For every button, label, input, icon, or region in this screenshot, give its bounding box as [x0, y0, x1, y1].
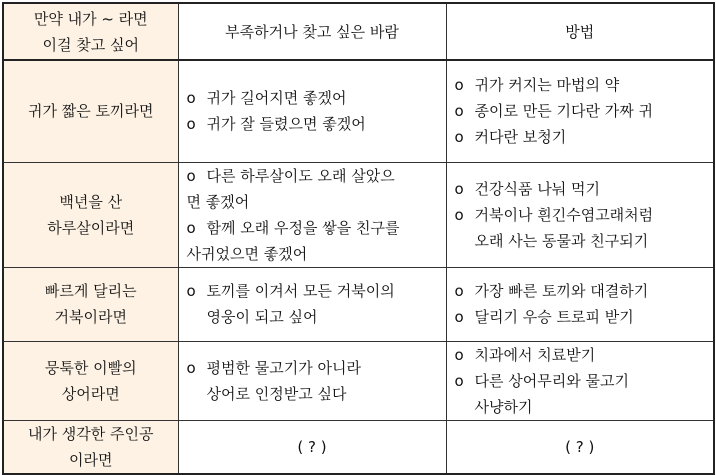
- bullet-marker: o: [186, 358, 196, 377]
- wish-item: [187, 215, 438, 241]
- wish-text: 평범한 물고기가 아니라: [206, 358, 361, 377]
- method-text: 다른 상어무리와 물고기: [474, 371, 629, 390]
- row-label-line: 귀가 짧은 토끼라면: [28, 102, 154, 121]
- method-cell: [446, 60, 714, 162]
- wish-text: 귀가 길어지면 좋겠어: [206, 89, 347, 108]
- row-label: [3, 420, 178, 474]
- method-text: 커다란 보청기: [474, 128, 567, 147]
- method-cell: [446, 162, 714, 267]
- header-wish: 부족하거나 찾고 싶은 바람: [178, 3, 446, 60]
- bullet-marker: o: [186, 282, 196, 300]
- method-text: 종이로 만든 기다란 가짜 귀: [474, 102, 653, 121]
- method-text: 달리기 우승 트로피 받기: [474, 308, 634, 326]
- row-label-line: 빠르게 달리는: [44, 282, 137, 300]
- wish-item: [187, 163, 438, 189]
- wish-item-continued: 상어로 인정받고 싶다: [206, 384, 347, 403]
- header-method: 방법: [446, 3, 714, 60]
- bullet-marker: o: [454, 308, 464, 326]
- bullet-marker: o: [454, 371, 464, 390]
- row-label-line: 내가 생각한 주인공: [28, 424, 154, 443]
- header-condition-line2: 이걸 찾고 싶어: [42, 35, 139, 54]
- wish-item: [187, 85, 438, 111]
- wish-item-continued: 사귀었으면 좋겠어: [186, 244, 308, 263]
- wish-cell: [178, 267, 446, 341]
- wish-item-continued: 영웅이 되고 싶어: [206, 308, 318, 326]
- method-item: [455, 124, 706, 150]
- method-item: [455, 342, 706, 368]
- wish-cell: [178, 162, 446, 267]
- header-condition: [3, 3, 178, 60]
- wish-item: [187, 278, 438, 304]
- method-text: 건강식품 나눠 먹기: [474, 179, 600, 198]
- method-item: [455, 72, 706, 98]
- method-text: 거북이나 흰긴수염고래처럼: [474, 205, 654, 224]
- header-condition-line1: 만약 내가 ~ 라면: [33, 9, 148, 28]
- method-item-continued: 오래 사는 동물과 친구되기: [474, 231, 649, 250]
- wish-text: 토끼를 이겨서 모든 거북이의: [206, 282, 395, 300]
- wish-text: 함께 오래 우정을 쌓을 친구를: [206, 218, 400, 237]
- bullet-marker: o: [186, 115, 196, 134]
- row-label-line: 뭉툭한 이빨의: [44, 358, 137, 377]
- method-item: [455, 278, 706, 304]
- row-label: [3, 60, 178, 162]
- method-text: 귀가 커지는 마법의 약: [474, 76, 620, 95]
- method-item-continued: 사냥하기: [474, 397, 533, 416]
- wish-item: [187, 111, 438, 137]
- bullet-marker: o: [186, 166, 196, 185]
- bullet-marker: o: [454, 205, 464, 224]
- wish-item: [187, 355, 438, 381]
- method-text: 치과에서 치료받기: [474, 345, 596, 364]
- bullet-marker: o: [454, 102, 464, 121]
- row-label-line: 하루살이라면: [47, 218, 135, 237]
- row-label-line: 상어라면: [61, 384, 120, 403]
- row-label-line: 이라면: [69, 450, 113, 469]
- wish-cell: [178, 60, 446, 162]
- wish-text: 귀가 잘 들렸으면 좋겠어: [206, 115, 366, 134]
- method-item: [455, 304, 706, 330]
- method-placeholder: ( ? ): [446, 420, 714, 474]
- bullet-marker: o: [186, 89, 196, 108]
- method-item: [455, 98, 706, 124]
- wish-cell: [178, 341, 446, 420]
- wish-text: 다른 하루살이도 오래 살았으: [206, 166, 395, 185]
- row-label: [3, 341, 178, 420]
- bullet-marker: o: [454, 128, 464, 147]
- method-item: [455, 368, 706, 394]
- method-item: [455, 202, 706, 228]
- bullet-marker: o: [454, 179, 464, 198]
- row-label-line: 거북이라면: [54, 308, 127, 326]
- method-text: 가장 빠른 토끼와 대결하기: [474, 282, 649, 300]
- wish-item-continued: 면 좋겠어: [186, 192, 250, 211]
- row-label: [3, 267, 178, 341]
- wish-placeholder: ( ? ): [178, 420, 446, 474]
- method-cell: [446, 267, 714, 341]
- story-planning-table: [2, 2, 715, 475]
- bullet-marker: o: [454, 282, 464, 300]
- row-label: [3, 162, 178, 267]
- bullet-marker: o: [186, 218, 196, 237]
- row-label-line: 백년을 산: [59, 192, 123, 211]
- method-item: [455, 176, 706, 202]
- method-cell: [446, 341, 714, 420]
- bullet-marker: o: [454, 345, 464, 364]
- bullet-marker: o: [454, 76, 464, 95]
